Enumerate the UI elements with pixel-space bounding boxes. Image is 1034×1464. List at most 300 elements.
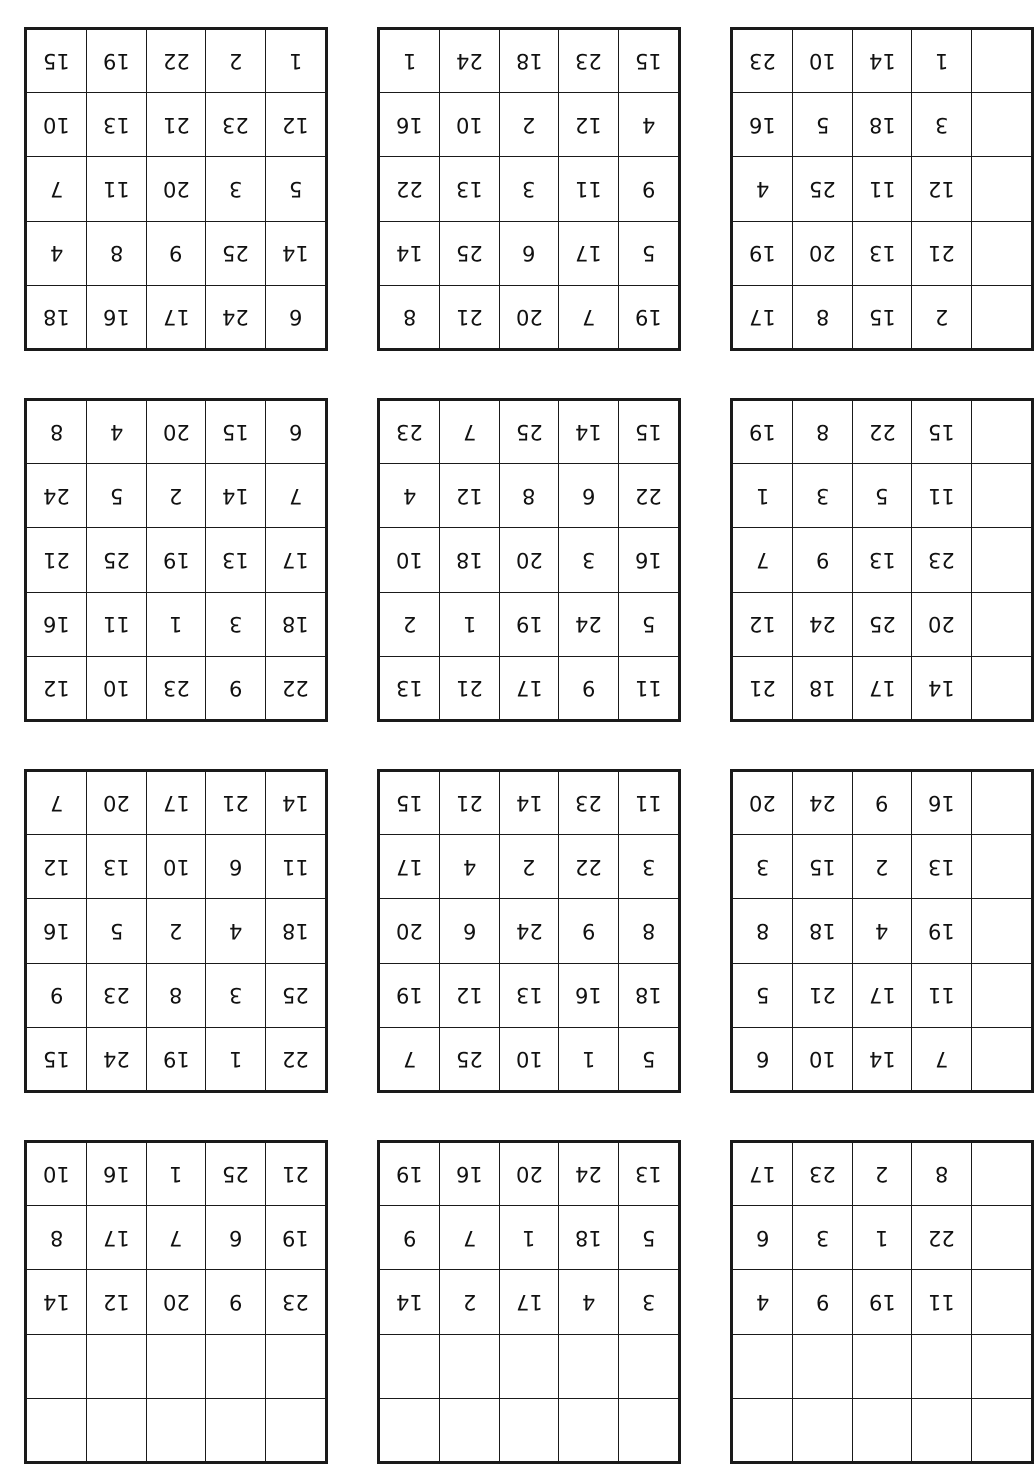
cell-number: 22 bbox=[868, 420, 896, 445]
cell-number: 4 bbox=[875, 918, 889, 943]
cell-number: 23 bbox=[809, 1162, 836, 1187]
cell-number: 22 bbox=[635, 483, 662, 508]
grid-cell bbox=[912, 93, 972, 157]
grid-cell bbox=[440, 1334, 500, 1398]
grid-cell bbox=[87, 1027, 147, 1090]
grid-cell bbox=[87, 1143, 147, 1206]
grid-cell bbox=[380, 528, 440, 592]
grid-cell bbox=[440, 1398, 500, 1461]
cell-number: 2 bbox=[522, 854, 536, 879]
grid-cell bbox=[499, 93, 559, 157]
grid-cell bbox=[380, 221, 440, 285]
cell-number: 17 bbox=[868, 675, 896, 700]
cell-number: 15 bbox=[396, 791, 423, 816]
cell-number: 1 bbox=[288, 49, 303, 74]
grid-cell bbox=[27, 1206, 87, 1270]
grid-cell bbox=[27, 1027, 87, 1090]
grid-cell bbox=[206, 464, 266, 528]
grid-cell bbox=[971, 1270, 1031, 1334]
cell-number: 19 bbox=[103, 49, 130, 74]
bingo-card bbox=[730, 1140, 1034, 1464]
cell-number: 18 bbox=[809, 675, 836, 700]
grid-cell bbox=[146, 772, 206, 835]
cell-number: 4 bbox=[228, 918, 243, 943]
cell-number: 19 bbox=[749, 420, 776, 445]
grid-cell bbox=[559, 93, 619, 157]
cell-number: 16 bbox=[635, 547, 662, 572]
grid-cell bbox=[440, 157, 500, 221]
grid-cell bbox=[206, 592, 266, 656]
cell-number: 20 bbox=[103, 791, 130, 816]
grid-row bbox=[27, 30, 325, 93]
cell-number: 21 bbox=[456, 304, 483, 329]
grid-cell bbox=[733, 401, 793, 464]
grid-cell bbox=[733, 656, 793, 719]
cell-number: 7 bbox=[934, 1046, 949, 1071]
cell-number: 19 bbox=[282, 1225, 309, 1250]
cell-number: 24 bbox=[515, 918, 543, 943]
grid-cell bbox=[971, 221, 1031, 285]
grid-cell bbox=[27, 1398, 87, 1461]
grid-cell bbox=[793, 1143, 853, 1206]
grid-cell bbox=[852, 528, 912, 592]
grid-row bbox=[733, 285, 1031, 348]
grid-cell bbox=[559, 1398, 619, 1461]
grid-cell bbox=[559, 772, 619, 835]
grid-row bbox=[733, 592, 1031, 656]
grid-cell bbox=[206, 528, 266, 592]
cell-number: 8 bbox=[49, 1225, 64, 1250]
cell-number: 19 bbox=[162, 547, 190, 572]
grid-row bbox=[380, 157, 678, 221]
grid-cell bbox=[206, 963, 266, 1027]
grid-cell bbox=[380, 1027, 440, 1090]
grid-cell bbox=[793, 528, 853, 592]
cell-number: 18 bbox=[282, 918, 309, 943]
grid-cell bbox=[733, 157, 793, 221]
grid-cell bbox=[146, 1398, 206, 1461]
grid-cell bbox=[440, 1206, 500, 1270]
cell-number: 21 bbox=[456, 675, 483, 700]
cell-number: 14 bbox=[928, 675, 955, 700]
cell-number: 25 bbox=[222, 1162, 249, 1187]
cell-number: 13 bbox=[515, 983, 543, 1008]
cell-number: 21 bbox=[222, 791, 249, 816]
grid-cell bbox=[146, 899, 206, 963]
cell-number: 19 bbox=[396, 983, 423, 1008]
grid-row bbox=[27, 592, 325, 656]
cell-number: 13 bbox=[222, 547, 249, 572]
grid-cell bbox=[499, 464, 559, 528]
cell-number: 19 bbox=[515, 612, 543, 637]
cell-number: 9 bbox=[228, 675, 243, 700]
grid-cell bbox=[912, 401, 972, 464]
cell-number: 16 bbox=[396, 112, 423, 137]
grid-cell bbox=[380, 963, 440, 1027]
cell-number: 16 bbox=[749, 112, 776, 137]
cell-number: 20 bbox=[809, 241, 836, 266]
bingo-grid bbox=[733, 401, 1031, 719]
grid-cell bbox=[380, 1143, 440, 1206]
cell-number: 17 bbox=[162, 304, 190, 329]
grid-cell bbox=[852, 1398, 912, 1461]
grid-cell bbox=[733, 963, 793, 1027]
grid-cell bbox=[793, 30, 853, 93]
grid-cell bbox=[440, 1027, 500, 1090]
cell-number: 1 bbox=[934, 49, 949, 74]
cell-number: 25 bbox=[282, 983, 309, 1008]
cell-number: 8 bbox=[755, 918, 770, 943]
cell-number: 23 bbox=[162, 675, 190, 700]
cell-number: 22 bbox=[162, 49, 190, 74]
grid-cell bbox=[87, 1334, 147, 1398]
grid-row bbox=[27, 1143, 325, 1206]
grid-cell bbox=[27, 93, 87, 157]
cell-number: 15 bbox=[928, 420, 955, 445]
grid-cell bbox=[618, 1270, 678, 1334]
cell-number: 25 bbox=[809, 176, 836, 201]
grid-cell bbox=[559, 592, 619, 656]
grid-cell bbox=[971, 93, 1031, 157]
cell-number: 9 bbox=[815, 1289, 830, 1314]
grid-cell bbox=[793, 221, 853, 285]
grid-cell bbox=[733, 464, 793, 528]
cell-number: 5 bbox=[288, 176, 303, 201]
grid-cell bbox=[852, 656, 912, 719]
cell-number: 12 bbox=[575, 112, 602, 137]
grid-cell bbox=[265, 221, 325, 285]
cell-number: 2 bbox=[169, 483, 183, 508]
grid-cell bbox=[852, 1206, 912, 1270]
grid-cell bbox=[27, 963, 87, 1027]
grid-cell bbox=[146, 1334, 206, 1398]
grid-cell bbox=[146, 835, 206, 899]
cell-number: 23 bbox=[222, 112, 249, 137]
grid-cell bbox=[440, 285, 500, 348]
cell-number: 25 bbox=[456, 241, 483, 266]
cell-number: 9 bbox=[581, 918, 596, 943]
grid-cell bbox=[912, 656, 972, 719]
cell-number: 3 bbox=[815, 1225, 830, 1250]
cell-number: 12 bbox=[456, 983, 483, 1008]
grid-cell bbox=[87, 592, 147, 656]
grid-cell bbox=[852, 221, 912, 285]
cell-number: 21 bbox=[456, 791, 483, 816]
cell-number: 6 bbox=[462, 918, 477, 943]
grid-cell bbox=[146, 1206, 206, 1270]
grid-cell bbox=[912, 30, 972, 93]
cell-number: 5 bbox=[109, 918, 124, 943]
grid-cell bbox=[265, 464, 325, 528]
grid-cell bbox=[380, 835, 440, 899]
cell-number: 5 bbox=[875, 483, 889, 508]
cell-number: 14 bbox=[868, 1046, 896, 1071]
cell-number: 10 bbox=[396, 547, 423, 572]
grid-cell bbox=[206, 93, 266, 157]
cell-number: 9 bbox=[402, 1225, 417, 1250]
grid-cell bbox=[912, 592, 972, 656]
cell-number: 7 bbox=[581, 304, 596, 329]
grid-cell bbox=[559, 656, 619, 719]
cell-number: 24 bbox=[809, 791, 836, 816]
grid-cell bbox=[971, 1398, 1031, 1461]
cell-number: 12 bbox=[282, 112, 309, 137]
grid-cell bbox=[912, 157, 972, 221]
cell-number: 16 bbox=[103, 1162, 130, 1187]
cell-number: 21 bbox=[749, 675, 776, 700]
grid-cell bbox=[265, 285, 325, 348]
grid-row bbox=[27, 464, 325, 528]
grid-cell bbox=[733, 835, 793, 899]
grid-cell bbox=[27, 899, 87, 963]
cell-number: 14 bbox=[396, 241, 423, 266]
grid-cell bbox=[499, 1270, 559, 1334]
grid-cell bbox=[499, 528, 559, 592]
grid-cell bbox=[146, 285, 206, 348]
cell-number: 21 bbox=[282, 1162, 309, 1187]
grid-cell bbox=[912, 1334, 972, 1398]
grid-cell bbox=[559, 30, 619, 93]
cell-number: 14 bbox=[515, 791, 543, 816]
cell-number: 6 bbox=[755, 1225, 770, 1250]
cell-number: 11 bbox=[928, 983, 955, 1008]
grid-cell bbox=[733, 1027, 793, 1090]
cell-number: 8 bbox=[522, 483, 536, 508]
cell-number: 20 bbox=[515, 1162, 543, 1187]
cell-number: 6 bbox=[288, 304, 303, 329]
grid-row bbox=[27, 285, 325, 348]
grid-row bbox=[27, 1398, 325, 1461]
cell-number: 11 bbox=[103, 612, 130, 637]
grid-cell bbox=[440, 464, 500, 528]
cell-number: 23 bbox=[103, 983, 130, 1008]
cell-number: 6 bbox=[288, 420, 303, 445]
grid-cell bbox=[87, 285, 147, 348]
cell-number: 14 bbox=[43, 1289, 70, 1314]
grid-cell bbox=[618, 285, 678, 348]
grid-cell bbox=[793, 592, 853, 656]
cell-number: 2 bbox=[522, 112, 536, 137]
grid-cell bbox=[499, 963, 559, 1027]
grid-cell bbox=[733, 285, 793, 348]
grid-cell bbox=[912, 899, 972, 963]
cell-number: 20 bbox=[749, 791, 776, 816]
grid-cell bbox=[912, 1143, 972, 1206]
bingo-card bbox=[377, 1140, 681, 1464]
grid-cell bbox=[793, 157, 853, 221]
grid-row bbox=[380, 592, 678, 656]
cell-number: 19 bbox=[868, 1289, 896, 1314]
cell-number: 5 bbox=[641, 1046, 656, 1071]
grid-cell bbox=[971, 1027, 1031, 1090]
cell-number: 5 bbox=[109, 483, 124, 508]
grid-cell bbox=[733, 1206, 793, 1270]
grid-cell bbox=[618, 1334, 678, 1398]
grid-cell bbox=[206, 772, 266, 835]
bingo-grid bbox=[380, 772, 678, 1090]
cell-number: 16 bbox=[43, 918, 70, 943]
grid-row bbox=[733, 772, 1031, 835]
grid-row bbox=[380, 30, 678, 93]
grid-cell bbox=[618, 1027, 678, 1090]
cell-number: 9 bbox=[228, 1289, 243, 1314]
grid-cell bbox=[618, 899, 678, 963]
cell-number: 15 bbox=[222, 420, 249, 445]
bingo-grid bbox=[27, 401, 325, 719]
grid-cell bbox=[971, 30, 1031, 93]
cell-number: 22 bbox=[575, 854, 602, 879]
grid-cell bbox=[852, 93, 912, 157]
cell-number: 3 bbox=[228, 983, 243, 1008]
grid-cell bbox=[852, 157, 912, 221]
grid-cell bbox=[265, 835, 325, 899]
grid-cell bbox=[380, 401, 440, 464]
grid-cell bbox=[793, 401, 853, 464]
grid-cell bbox=[733, 528, 793, 592]
grid-cell bbox=[971, 899, 1031, 963]
bingo-grid bbox=[733, 30, 1031, 348]
cell-number: 17 bbox=[515, 675, 543, 700]
grid-cell bbox=[380, 1398, 440, 1461]
grid-row bbox=[380, 93, 678, 157]
grid-cell bbox=[618, 30, 678, 93]
grid-row bbox=[733, 93, 1031, 157]
grid-cell bbox=[618, 464, 678, 528]
grid-cell bbox=[618, 772, 678, 835]
grid-cell bbox=[618, 1398, 678, 1461]
bingo-card bbox=[24, 769, 328, 1093]
grid-cell bbox=[265, 93, 325, 157]
grid-cell bbox=[87, 157, 147, 221]
grid-cell bbox=[265, 1027, 325, 1090]
grid-cell bbox=[499, 1398, 559, 1461]
grid-cell bbox=[440, 899, 500, 963]
grid-row bbox=[27, 1206, 325, 1270]
cell-number: 18 bbox=[575, 1225, 602, 1250]
cell-number: 12 bbox=[43, 675, 70, 700]
cell-number: 2 bbox=[462, 1289, 477, 1314]
cell-number: 14 bbox=[575, 420, 602, 445]
cell-number: 18 bbox=[635, 983, 662, 1008]
cell-number: 11 bbox=[928, 1289, 955, 1314]
cell-number: 6 bbox=[755, 1046, 770, 1071]
cell-number: 2 bbox=[875, 854, 889, 879]
cell-number: 23 bbox=[396, 420, 423, 445]
grid-row bbox=[733, 401, 1031, 464]
cell-number: 7 bbox=[755, 547, 770, 572]
grid-cell bbox=[618, 592, 678, 656]
grid-cell bbox=[27, 772, 87, 835]
grid-cell bbox=[559, 401, 619, 464]
grid-cell bbox=[499, 1143, 559, 1206]
cell-number: 7 bbox=[169, 1225, 183, 1250]
grid-row bbox=[380, 464, 678, 528]
cell-number: 16 bbox=[928, 791, 955, 816]
grid-cell bbox=[27, 157, 87, 221]
grid-cell bbox=[499, 772, 559, 835]
cell-number: 17 bbox=[282, 547, 309, 572]
cell-number: 12 bbox=[749, 612, 776, 637]
cell-number: 3 bbox=[228, 612, 243, 637]
cell-number: 21 bbox=[809, 983, 836, 1008]
grid-cell bbox=[27, 464, 87, 528]
grid-row bbox=[380, 528, 678, 592]
grid-cell bbox=[87, 963, 147, 1027]
grid-cell bbox=[146, 592, 206, 656]
cell-number: 15 bbox=[635, 49, 662, 74]
cell-number: 4 bbox=[109, 420, 124, 445]
grid-cell bbox=[146, 221, 206, 285]
cell-number: 8 bbox=[109, 241, 124, 266]
cell-number: 3 bbox=[641, 854, 656, 879]
grid-cell bbox=[499, 899, 559, 963]
grid-row bbox=[380, 835, 678, 899]
grid-cell bbox=[206, 899, 266, 963]
grid-cell bbox=[852, 401, 912, 464]
grid-cell bbox=[618, 835, 678, 899]
bingo-card bbox=[377, 27, 681, 351]
grid-cell bbox=[265, 1398, 325, 1461]
cell-number: 7 bbox=[49, 176, 64, 201]
grid-cell bbox=[912, 963, 972, 1027]
cell-number: 2 bbox=[934, 304, 949, 329]
grid-cell bbox=[971, 1206, 1031, 1270]
cell-number: 11 bbox=[635, 675, 662, 700]
grid-cell bbox=[852, 1143, 912, 1206]
cell-number: 6 bbox=[228, 1225, 243, 1250]
grid-cell bbox=[146, 1143, 206, 1206]
cell-number: 15 bbox=[43, 1046, 70, 1071]
grid-cell bbox=[380, 93, 440, 157]
cell-number: 20 bbox=[515, 547, 543, 572]
cell-number: 24 bbox=[575, 1162, 602, 1187]
cell-number: 16 bbox=[575, 983, 602, 1008]
grid-row bbox=[733, 899, 1031, 963]
cell-number: 7 bbox=[49, 791, 64, 816]
grid-row bbox=[733, 1334, 1031, 1398]
cell-number: 23 bbox=[928, 547, 955, 572]
grid-row bbox=[27, 401, 325, 464]
grid-cell bbox=[971, 835, 1031, 899]
cell-number: 17 bbox=[749, 1162, 776, 1187]
cell-number: 4 bbox=[581, 1289, 596, 1314]
grid-cell bbox=[87, 1398, 147, 1461]
cell-number: 9 bbox=[641, 176, 656, 201]
grid-cell bbox=[87, 656, 147, 719]
grid-row bbox=[27, 963, 325, 1027]
grid-cell bbox=[912, 221, 972, 285]
cell-number: 20 bbox=[162, 420, 190, 445]
grid-cell bbox=[87, 221, 147, 285]
cell-number: 18 bbox=[43, 304, 70, 329]
grid-cell bbox=[559, 1334, 619, 1398]
grid-cell bbox=[380, 285, 440, 348]
cell-number: 4 bbox=[641, 112, 656, 137]
cell-number: 13 bbox=[635, 1162, 662, 1187]
cell-number: 20 bbox=[396, 918, 423, 943]
grid-cell bbox=[912, 772, 972, 835]
grid-cell bbox=[265, 963, 325, 1027]
grid-cell bbox=[206, 1027, 266, 1090]
bingo-card bbox=[730, 398, 1034, 722]
grid-cell bbox=[87, 899, 147, 963]
cell-number: 14 bbox=[222, 483, 249, 508]
grid-row bbox=[733, 1206, 1031, 1270]
cell-number: 9 bbox=[815, 547, 830, 572]
cell-number: 18 bbox=[868, 112, 896, 137]
cell-number: 23 bbox=[749, 49, 776, 74]
grid-cell bbox=[618, 1206, 678, 1270]
